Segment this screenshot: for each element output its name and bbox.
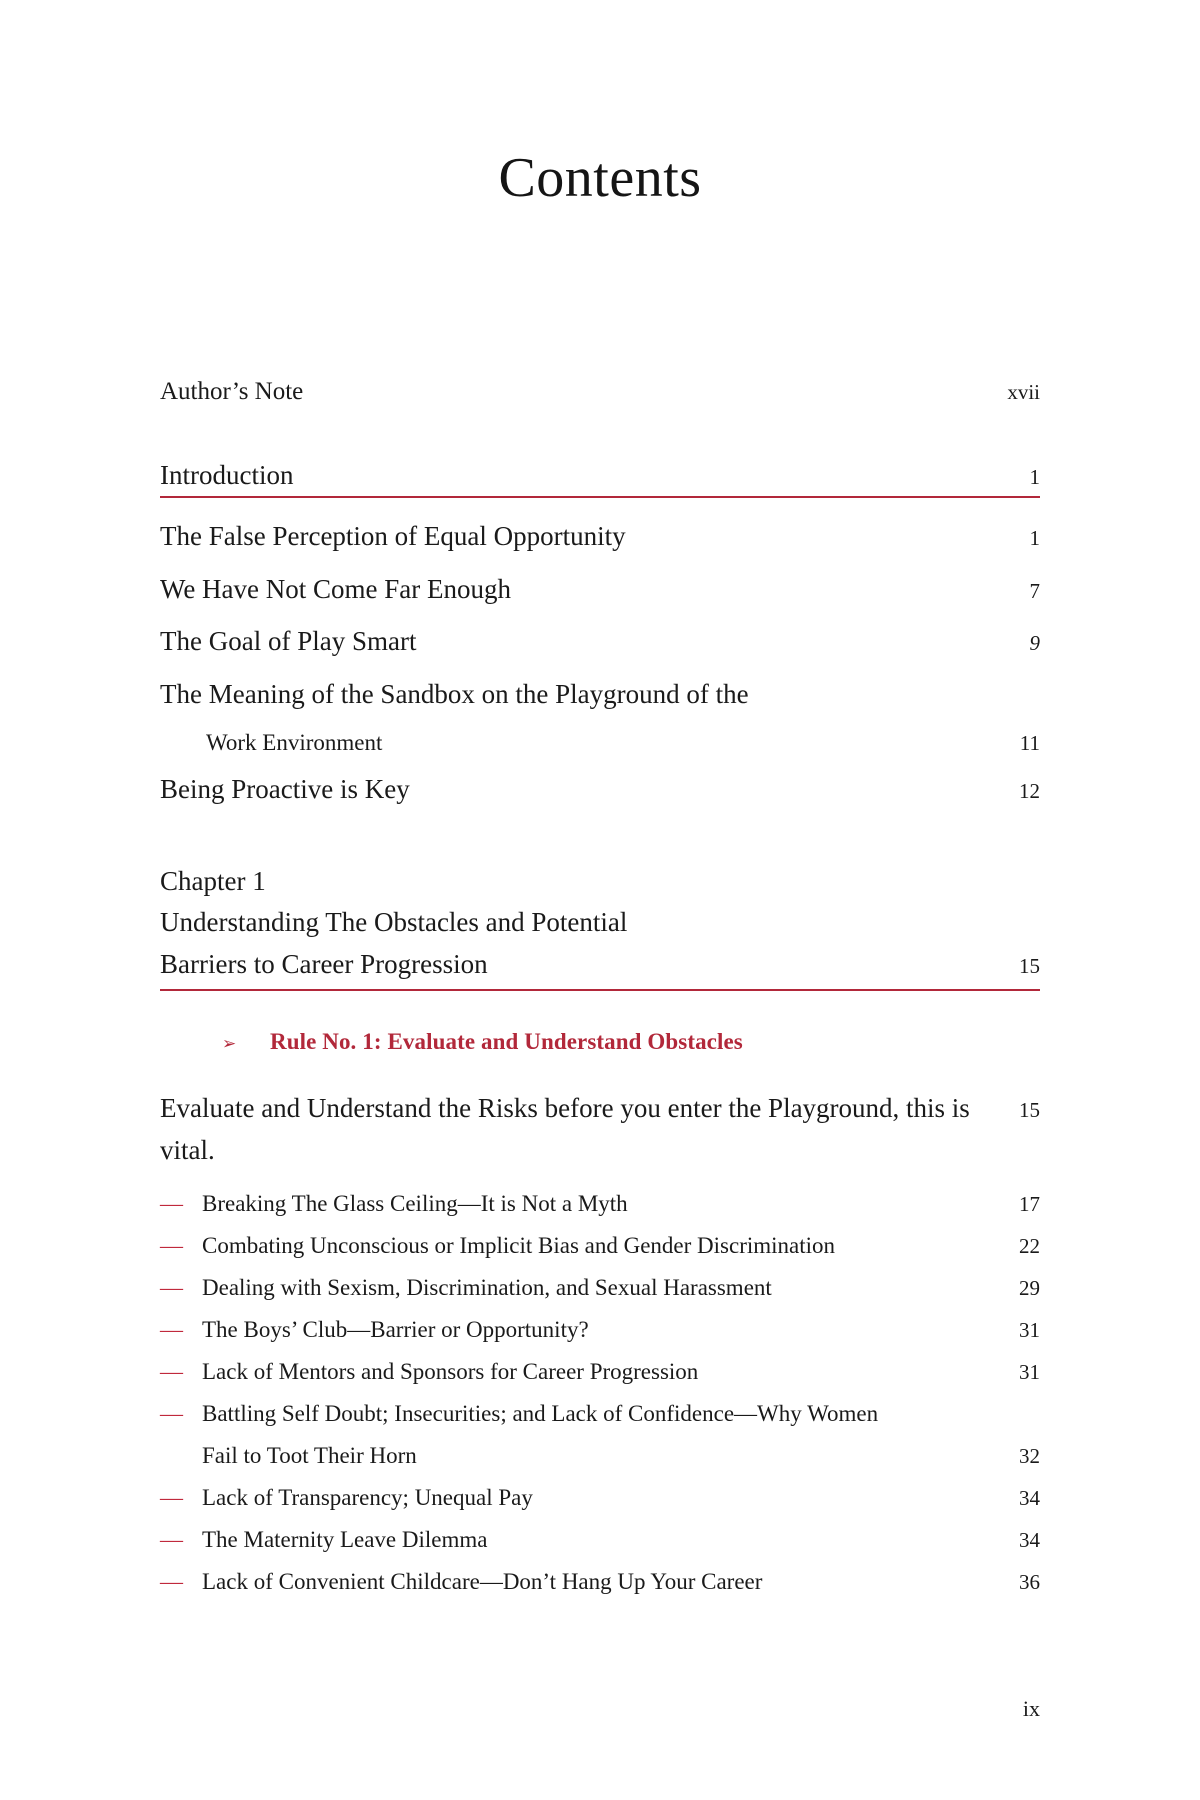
dash-bullet-icon: —: [160, 1190, 183, 1216]
dash-bullet-icon: —: [160, 1568, 183, 1594]
dash-bullet-icon: —: [160, 1484, 183, 1510]
list-item[interactable]: [160, 1192, 1040, 1215]
section-heading-introduction[interactable]: [160, 459, 1040, 493]
chapter-divider-rule: [160, 989, 1040, 991]
list-item-page: 36: [1019, 1569, 1040, 1594]
rule-callout: [222, 1029, 1040, 1055]
list-item-label: Combating Unconscious or Implicit Bias and Gender Discrimination: [202, 1232, 836, 1258]
page-title: Contents: [498, 147, 702, 209]
list-item[interactable]: [160, 1570, 1040, 1593]
dash-bullet-icon: —: [160, 1400, 183, 1426]
arrow-bullet-icon: ➢: [222, 1034, 237, 1054]
toc-entry-label: We Have Not Come Far Enough: [160, 573, 511, 604]
toc-entry[interactable]: [160, 773, 1040, 807]
list-item-label: The Boys’ Club—Barrier or Opportunity?: [202, 1316, 589, 1342]
chapter-topic-list: [160, 1192, 1040, 1593]
toc-entry[interactable]: [160, 625, 1040, 659]
toc-entry[interactable]: [160, 573, 1040, 607]
list-item-page: 17: [1019, 1191, 1040, 1216]
toc-entry-authors-note[interactable]: [160, 377, 1040, 407]
list-item-page: 22: [1019, 1233, 1040, 1258]
dash-bullet-icon: —: [160, 1232, 183, 1258]
chapter-1-section: [160, 861, 1040, 1593]
list-item-page: 32: [1019, 1443, 1040, 1468]
list-item-page: 34: [1019, 1527, 1040, 1552]
list-item[interactable]: [160, 1486, 1040, 1509]
list-item-label: Lack of Mentors and Sponsors for Career Progression: [202, 1358, 699, 1384]
list-item-label: Fail to Toot Their Horn: [202, 1442, 417, 1468]
chapter-title-line-1: Understanding The Obstacles and Potential: [160, 907, 628, 938]
list-item-label: Breaking The Glass Ceiling—It is Not a Myth: [202, 1190, 628, 1216]
chapter-title-row[interactable]: [160, 944, 1040, 986]
toc-entry-label: Author’s Note: [160, 378, 304, 405]
list-item-page: 34: [1019, 1485, 1040, 1510]
dash-bullet-icon: —: [160, 1358, 183, 1384]
page-folio: ix: [1022, 1696, 1040, 1721]
toc-entry-label: The Meaning of the Sandbox on the Playground of the: [160, 679, 749, 709]
toc-entry-label: Work Environment: [206, 729, 383, 755]
toc-entry-label: Being Proactive is Key: [160, 773, 410, 804]
list-item[interactable]: [160, 1402, 1040, 1425]
list-item[interactable]: [160, 1528, 1040, 1551]
toc-entry-page: 12: [1019, 778, 1040, 803]
toc-entry-page: xvii: [1007, 380, 1040, 404]
list-item-label: Lack of Transparency; Unequal Pay: [202, 1484, 533, 1510]
toc-entry[interactable]: [160, 520, 1040, 554]
chapter-page: 15: [1019, 954, 1040, 979]
chapter-number-label: Chapter 1: [160, 865, 266, 896]
introduction-section: [160, 459, 1040, 807]
toc-entry-page: 7: [1029, 578, 1040, 603]
toc-entry-page: 11: [1019, 730, 1040, 755]
rule-callout-text: Rule No. 1: Evaluate and Understand Obstacles: [270, 1029, 743, 1055]
list-item[interactable]: [160, 1318, 1040, 1341]
toc-entry-label: Evaluate and Understand the Risks before you enter the Playground, this is vital.: [160, 1093, 970, 1165]
list-item-page: 31: [1019, 1317, 1040, 1342]
section-divider-rule: [160, 496, 1040, 498]
front-matter-section: [160, 377, 1040, 407]
toc-entry[interactable]: [160, 678, 1040, 712]
list-item[interactable]: [160, 1360, 1040, 1383]
list-item-page: 31: [1019, 1359, 1040, 1384]
dash-bullet-icon: —: [160, 1526, 183, 1552]
dash-bullet-icon: —: [160, 1274, 183, 1300]
dash-bullet-icon: —: [160, 1316, 183, 1342]
toc-lead-entry[interactable]: [160, 1088, 1040, 1172]
list-item-page: 29: [1019, 1275, 1040, 1300]
toc-entry-page: 15: [1019, 1098, 1040, 1123]
toc-entry-continuation[interactable]: [160, 731, 1040, 754]
toc-entry-label: The False Perception of Equal Opportunity: [160, 520, 626, 551]
list-item-label: Battling Self Doubt; Insecurities; and Lack of Confidence—Why Women: [202, 1400, 879, 1426]
toc-entry-label: The Goal of Play Smart: [160, 626, 417, 657]
list-item-label: Lack of Convenient Childcare—Don’t Hang Up Your Career: [202, 1568, 763, 1594]
chapter-title-line-2: Barriers to Career Progression: [160, 949, 488, 980]
section-heading-label: Introduction: [160, 460, 294, 490]
introduction-entry-list: [160, 520, 1040, 807]
list-item[interactable]: [160, 1276, 1040, 1299]
list-item-continuation[interactable]: [160, 1444, 1040, 1467]
list-item[interactable]: [160, 1234, 1040, 1257]
list-item-label: Dealing with Sexism, Discrimination, and Sexual Harassment: [202, 1274, 772, 1300]
toc-entry-page: 9: [1029, 631, 1040, 656]
toc-entry-page: 1: [1029, 525, 1040, 550]
list-item-label: The Maternity Leave Dilemma: [202, 1526, 488, 1552]
section-heading-page: 1: [1029, 465, 1040, 489]
